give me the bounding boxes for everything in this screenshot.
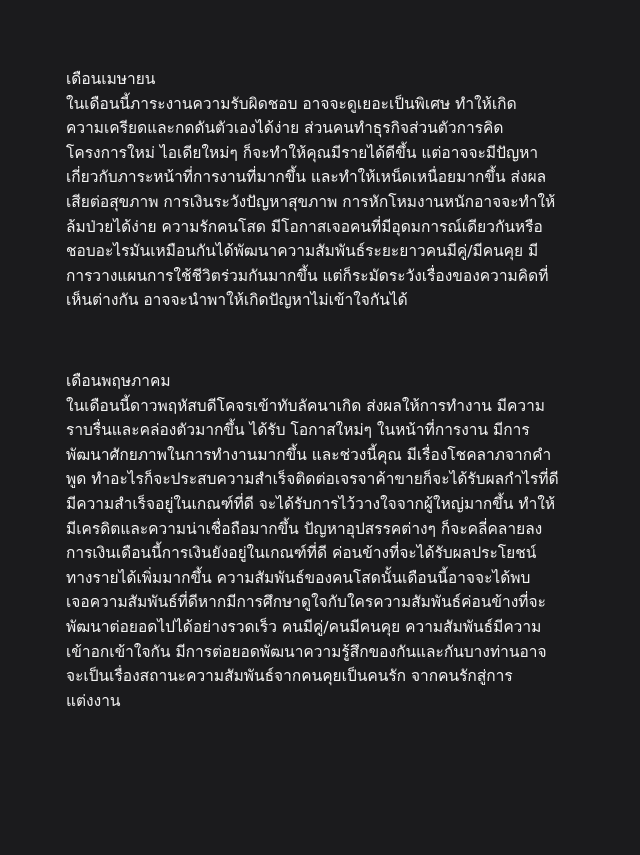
paragraph-line: ทางรายได้เพิ่มมากขึ้น ความสัมพันธ์ของคนโสดนั้นเดือนนี้อาจจะได้พบ (66, 568, 531, 587)
paragraph-line: การวางแผนการใช้ชีวิตร่วมกันมากขึ้น แต่ก็ระมัดระวังเรื่องของความคิดที่ (66, 266, 549, 285)
paragraph-line: ในเดือนนี้ภาระงานความรับผิดชอบ อาจจะดูเยอะเป็นพิเศษ ทำให้เกิด (66, 94, 517, 113)
paragraph-line: เข้าอกเข้าใจกัน มีการต่อยอดพัฒนาความรู้สึกของกันและกันบางท่านอาจ (66, 642, 547, 661)
paragraph-line: ราบรื่นและคล่องตัวมากขึ้น ได้รับ โอกาสใหม่ๆ ในหน้าที่การงาน มีการ (66, 421, 530, 440)
paragraph-line: เจอความสัมพันธ์ที่ดีหากมีการศึกษาดูใจกับใครความสัมพันธ์ค่อนข้างที่จะ (66, 593, 546, 612)
paragraph-line: โครงการใหม่ ไอเดียใหม่ๆ ก็จะทำให้คุณมีรายได้ดีขึ้น แต่อาจจะมีปัญหา (66, 143, 539, 162)
paragraph-line: ชอบอะไรมันเหมือนกันได้พัฒนาความสัมพันธ์ระยะยาวคนมีคู่/มีคนคุย มี (66, 242, 539, 261)
paragraph-line: พัฒนาต่อยอดไปได้อย่างรวดเร็ว คนมีคู่/คนมีคนคุย ความสัมพันธ์มีความ (66, 617, 542, 636)
paragraph-line: มีเครดิตและความน่าเชื่อถือมากขึ้น ปัญหาอุปสรรคต่างๆ ก็จะคลี่คลายลง (66, 519, 543, 538)
horoscope-section-may (66, 369, 596, 713)
paragraph-line: มีความสำเร็จอยู่ในเกณฑ์ที่ดี จะได้รับการไว้วางใจจากผู้ใหญ่มากขึ้น ทำให้ (66, 494, 556, 513)
paragraph-line: พัฒนาศักยภาพในการทำงานมากขึ้น และช่วงนี้คุณ มีเรื่องโชคลาภจากคำ (66, 445, 552, 464)
paragraph-line: จะเป็นเรื่องสถานะความสัมพันธ์จากคนคุยเป็นคนรัก จากคนรักสู่การ (66, 667, 513, 686)
paragraph-line: แต่งงาน (66, 691, 121, 710)
paragraph-line: เกี่ยวกับภาระหน้าที่การงานที่มากขึ้น และทำให้เหน็ดเหนื่อยมากขึ้น ส่งผล (66, 168, 547, 187)
horoscope-section-april (66, 67, 596, 313)
paragraph-line: เห็นต่างกัน อาจจะนำพาให้เกิดปัญหาไม่เข้าใจกันได้ (66, 291, 408, 310)
section-heading: เดือนเมษายน (66, 70, 156, 88)
paragraph-line: ล้มป่วยได้ง่าย ความรักคนโสด มีโอกาสเจอคนที่มีอุดมการณ์เดียวกันหรือ (66, 217, 543, 236)
paragraph-line: ความเครียดและกดดันตัวเองได้ง่าย ส่วนคนทำธุรกิจส่วนตัวการคิด (66, 119, 504, 138)
section-heading: เดือนพฤษภาคม (66, 372, 171, 390)
paragraph-line: การเงินเดือนนี้การเงินยังอยู่ในเกณฑ์ที่ดี ค่อนข้างที่จะได้รับผลประโยชน์ (66, 544, 537, 563)
paragraph-line: พูด ทำอะไรก็จะประสบความสำเร็จติดต่อเจรจาค้าขายก็จะได้รับผลกำไรที่ดี (66, 470, 559, 489)
paragraph-line: ในเดือนนี้ดาวพฤหัสบดีโคจรเข้าทับลัคนาเกิด ส่งผลให้การทำงาน มีความ (66, 396, 546, 415)
paragraph-line: เสียต่อสุขภาพ การเงินระวังปัญหาสุขภาพ การหักโหมงานหนักอาจจะทำให้ (66, 192, 556, 211)
